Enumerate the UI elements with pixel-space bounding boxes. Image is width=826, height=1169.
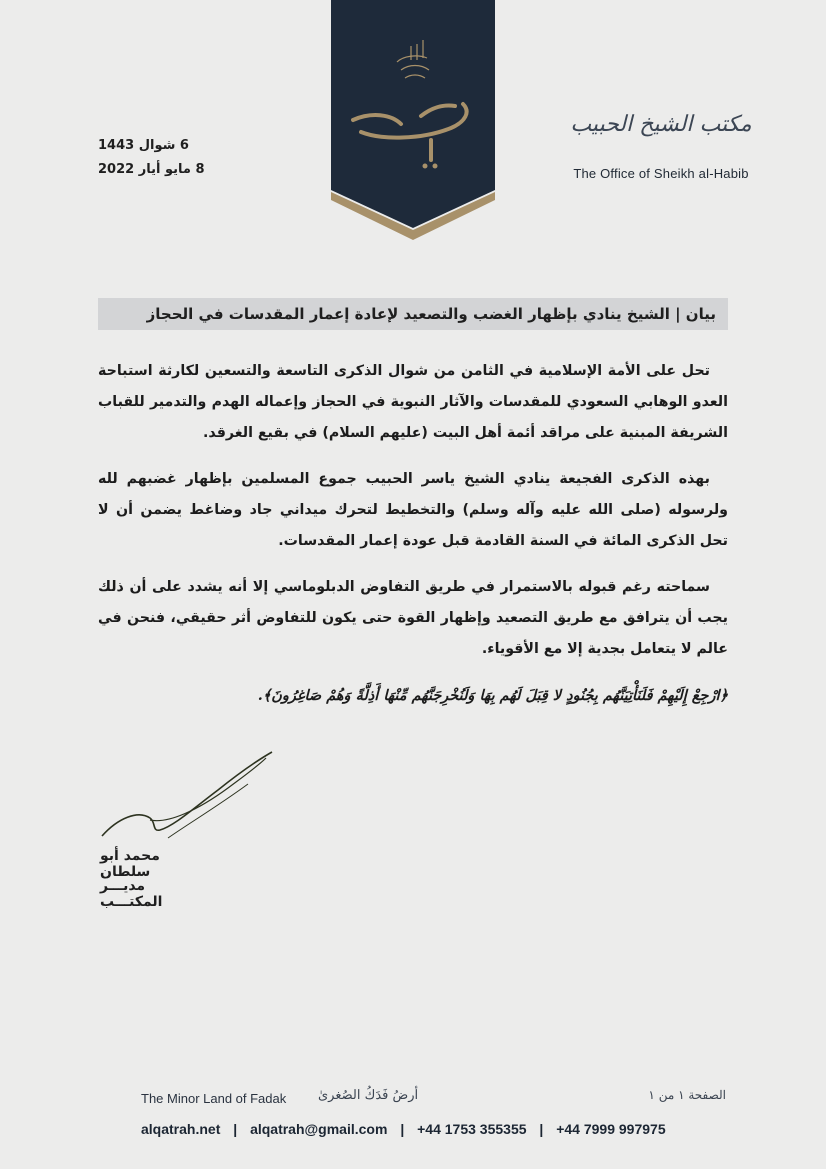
page-number: الصفحة ١ من ١: [648, 1088, 726, 1102]
body-paragraph-3: سماحته رغم قبوله بالاستمرار في طريق التفاوض الدبلوماسي إلا أنه يشدد على أن ذلك يجب أن يترافق مع طريق التصعيد وإظهار القوة حتى يكون للتفاوض أثر حقيقي، فنحن في عالم لا يتعامل بجدية إلا مع الأقوياء.: [98, 579, 728, 657]
footer-tagline-english: The Minor Land of Fadak: [141, 1091, 287, 1106]
office-logo-banner: [331, 0, 495, 240]
statement-body: [98, 356, 728, 726]
date-gregorian: 8 مايو أيار 2022: [98, 162, 205, 177]
quran-verse: ﴿ارْجِعْ إِلَيْهِمْ فَلَنَأْتِيَنَّهُم بِجُنُودٍ لا قِبَلَ لَهُم بِهَا وَلَنُخْرِجَنَّهُم مِّنْهَا أَذِلَّةً وَهُمْ صَاغِرُونَ﴾.: [257, 687, 728, 704]
handwritten-signature: [98, 748, 278, 843]
banner-shape: [331, 0, 495, 228]
logo-dot-icon: [433, 164, 438, 169]
separator: |: [539, 1121, 544, 1137]
body-paragraph-2: بهذه الذكرى الفجيعة ينادي الشيخ ياسر الحبيب جموع المسلمين بإظهار غضبهم لله ولرسوله (صلى الله عليه وآله وسلم) والتخطيط لتحرك ميداني جاد وضاغط يضمن أن لا تحل الذكرى المائة في السنة القادمة قبل عودة إعمار المقدسات.: [98, 471, 728, 549]
date-block: [98, 134, 218, 182]
body-paragraph-1: تحل على الأمة الإسلامية في الثامن من شوال الذكرى التاسعة والتسعين لكارثة استباحة العدو الوهابي السعودي للمقدسات والآثار النبوية في الحجاز وإعماله الهدم والتدمير للقباب الشريفة المبنية على مراقد أئمة أهل البيت (عليهم السلام) في بقيع الغرقد.: [98, 363, 728, 441]
footer-phone-2[interactable]: +44 7999 997975: [556, 1121, 666, 1137]
signatory-title: مديـــر المكتـــب: [100, 878, 163, 910]
statement-headline: بيان | الشيخ ينادي بإظهار الغضب والتصعيد لإعادة إعمار المقدسات في الحجاز: [98, 298, 728, 330]
separator: |: [400, 1121, 405, 1137]
date-hijri: 6 شوال 1443: [98, 138, 189, 153]
office-name-arabic: مكتب الشيخ الحبيب: [570, 112, 752, 137]
footer-phone-1[interactable]: +44 1753 355355: [417, 1121, 527, 1137]
footer-tagline-arabic: أرضُ فَدَكُ الصُغرىٰ: [318, 1088, 419, 1103]
office-name-english: The Office of Sheikh al-Habib: [573, 166, 749, 181]
footer-website[interactable]: alqatrah.net: [141, 1121, 221, 1137]
footer-email[interactable]: alqatrah@gmail.com: [250, 1121, 388, 1137]
separator: |: [233, 1121, 238, 1137]
logo-dot-icon: [423, 164, 428, 169]
footer-contacts: [141, 1121, 666, 1137]
signatory-name: محمد أبو سلطان: [100, 848, 160, 880]
